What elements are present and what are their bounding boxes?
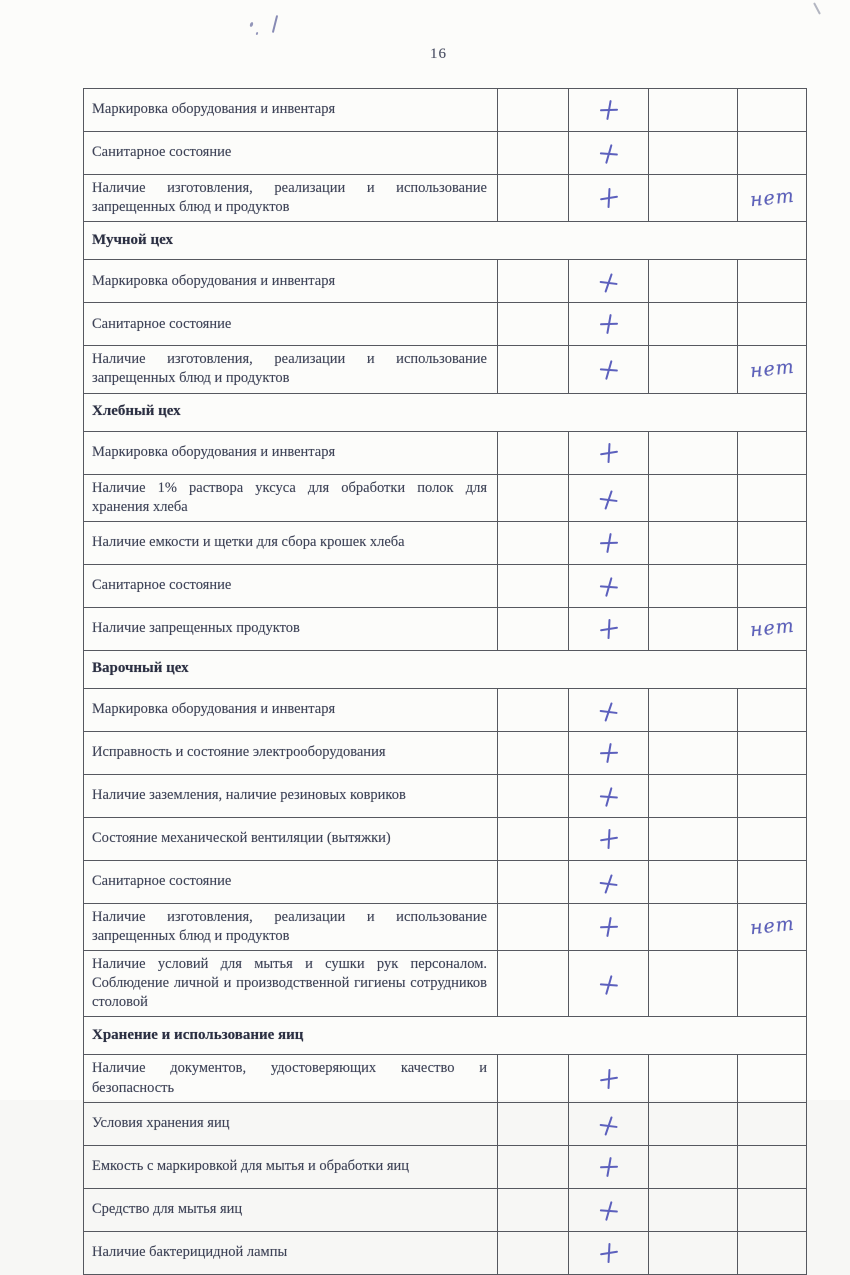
note-cell — [738, 346, 807, 393]
check-cell — [569, 521, 649, 564]
handwritten-plus-mark — [597, 972, 620, 997]
handwritten-plus-mark — [598, 741, 619, 764]
table-row — [84, 951, 807, 1017]
empty-cell — [498, 774, 569, 817]
handwritten-plus-mark — [598, 441, 619, 464]
note-cell — [738, 89, 807, 132]
handwritten-plus-mark — [598, 915, 619, 938]
section-title: Хранение и использование яиц — [84, 1017, 807, 1055]
empty-cell — [649, 860, 738, 903]
empty-cell — [498, 951, 569, 1017]
table-row — [84, 260, 807, 303]
criterion-cell: Наличие изготовления, реализации и использование запрещенных блюд и продуктов — [84, 903, 498, 950]
table-row — [84, 1231, 807, 1274]
check-cell — [569, 175, 649, 222]
empty-cell — [649, 903, 738, 950]
handwritten-plus-mark — [598, 617, 619, 640]
handwritten-plus-mark — [597, 358, 620, 383]
table-row — [84, 89, 807, 132]
check-cell — [569, 260, 649, 303]
handwritten-plus-mark — [596, 699, 620, 725]
note-cell — [738, 474, 807, 521]
empty-cell — [649, 1055, 738, 1102]
empty-cell — [649, 817, 738, 860]
note-cell — [738, 260, 807, 303]
criterion-cell: Маркировка оборудования и инвентаря — [84, 89, 498, 132]
handwritten-plus-mark — [597, 574, 620, 599]
table-row — [84, 1188, 807, 1231]
empty-cell — [649, 564, 738, 607]
check-cell — [569, 474, 649, 521]
empty-cell — [498, 817, 569, 860]
check-cell — [569, 951, 649, 1017]
criterion-cell: Наличие бактерицидной лампы — [84, 1231, 498, 1274]
empty-cell — [498, 474, 569, 521]
criterion-cell: Наличие изготовления, реализации и использование запрещенных блюд и продуктов — [84, 346, 498, 393]
section-header-row — [84, 650, 807, 688]
empty-cell — [649, 1102, 738, 1145]
table-row — [84, 521, 807, 564]
handwritten-plus-mark — [598, 1241, 619, 1264]
note-cell — [738, 1145, 807, 1188]
handwritten-plus-mark — [596, 1113, 620, 1139]
empty-cell — [649, 132, 738, 175]
note-cell — [738, 521, 807, 564]
empty-cell — [649, 260, 738, 303]
note-cell — [738, 175, 807, 222]
table-row — [84, 607, 807, 650]
check-cell — [569, 1102, 649, 1145]
note-cell — [738, 1055, 807, 1102]
note-cell — [738, 607, 807, 650]
table-row — [84, 1145, 807, 1188]
check-cell — [569, 303, 649, 346]
check-cell — [569, 1231, 649, 1274]
empty-cell — [498, 89, 569, 132]
handwritten-plus-mark — [596, 487, 620, 513]
inspection-table-body — [84, 89, 807, 1275]
handwritten-note: нет — [748, 913, 796, 940]
empty-cell — [498, 132, 569, 175]
empty-cell — [498, 346, 569, 393]
handwritten-plus-mark — [597, 142, 620, 167]
check-cell — [569, 860, 649, 903]
empty-cell — [498, 860, 569, 903]
handwritten-plus-mark — [598, 98, 619, 121]
empty-cell — [498, 564, 569, 607]
pen-mark — [813, 2, 821, 14]
criterion-cell: Наличие условий для мытья и сушки рук персоналом. Соблюдение личной и производственной гигиены сотрудников столовой — [84, 951, 498, 1017]
handwritten-plus-mark — [597, 784, 620, 809]
empty-cell — [498, 521, 569, 564]
note-cell — [738, 564, 807, 607]
ink-dot — [256, 32, 259, 36]
criterion-cell: Маркировка оборудования и инвентаря — [84, 688, 498, 731]
criterion-cell: Средство для мытья яиц — [84, 1188, 498, 1231]
table-row — [84, 175, 807, 222]
empty-cell — [649, 474, 738, 521]
empty-cell — [649, 1145, 738, 1188]
section-header-row — [84, 1017, 807, 1055]
criterion-cell: Наличие изготовления, реализации и использование запрещенных блюд и продуктов — [84, 175, 498, 222]
table-row — [84, 132, 807, 175]
handwritten-note: нет — [748, 614, 796, 642]
ink-dot — [249, 22, 254, 28]
empty-cell — [498, 1145, 569, 1188]
criterion-cell: Условия хранения яиц — [84, 1102, 498, 1145]
criterion-cell: Маркировка оборудования и инвентаря — [84, 431, 498, 474]
empty-cell — [498, 1188, 569, 1231]
empty-cell — [498, 260, 569, 303]
criterion-cell: Наличие 1% раствора уксуса для обработки полок для хранения хлеба — [84, 474, 498, 521]
check-cell — [569, 817, 649, 860]
note-cell — [738, 860, 807, 903]
empty-cell — [649, 431, 738, 474]
note-cell — [738, 688, 807, 731]
check-cell — [569, 564, 649, 607]
check-cell — [569, 346, 649, 393]
check-cell — [569, 903, 649, 950]
handwritten-plus-mark — [598, 827, 619, 850]
handwritten-plus-mark — [598, 1155, 619, 1178]
page-number: 16 — [430, 46, 447, 62]
handwritten-plus-mark — [596, 270, 620, 296]
empty-cell — [498, 431, 569, 474]
empty-cell — [498, 1055, 569, 1102]
section-title: Мучной цех — [84, 222, 807, 260]
table-row — [84, 860, 807, 903]
handwritten-plus-mark — [596, 871, 620, 897]
empty-cell — [498, 303, 569, 346]
table-row — [84, 474, 807, 521]
criterion-cell: Санитарное состояние — [84, 564, 498, 607]
note-cell — [738, 431, 807, 474]
handwritten-plus-mark — [598, 531, 619, 554]
table-row — [84, 1055, 807, 1102]
section-header-row — [84, 393, 807, 431]
criterion-cell: Наличие заземления, наличие резиновых ковриков — [84, 774, 498, 817]
criterion-cell: Наличие емкости и щетки для сбора крошек хлеба — [84, 521, 498, 564]
criterion-cell: Наличие документов, удостоверяющих качество и безопасность — [84, 1055, 498, 1102]
empty-cell — [498, 1102, 569, 1145]
pen-mark — [246, 12, 291, 42]
empty-cell — [649, 1231, 738, 1274]
table-row — [84, 731, 807, 774]
empty-cell — [649, 607, 738, 650]
table-row — [84, 903, 807, 950]
empty-cell — [498, 175, 569, 222]
table-row — [84, 346, 807, 393]
check-cell — [569, 89, 649, 132]
empty-cell — [649, 521, 738, 564]
note-cell — [738, 132, 807, 175]
check-cell — [569, 607, 649, 650]
handwritten-plus-mark — [598, 313, 619, 336]
table-row — [84, 303, 807, 346]
note-cell — [738, 731, 807, 774]
check-cell — [569, 431, 649, 474]
ink-stroke — [272, 15, 278, 33]
criterion-cell: Санитарное состояние — [84, 303, 498, 346]
empty-cell — [649, 688, 738, 731]
empty-cell — [498, 688, 569, 731]
criterion-cell: Состояние механической вентиляции (вытяжки) — [84, 817, 498, 860]
handwritten-plus-mark — [598, 186, 619, 209]
handwritten-note: нет — [748, 184, 796, 211]
check-cell — [569, 731, 649, 774]
empty-cell — [498, 731, 569, 774]
note-cell — [738, 303, 807, 346]
empty-cell — [649, 346, 738, 393]
handwritten-note: нет — [748, 355, 796, 383]
check-cell — [569, 688, 649, 731]
check-cell — [569, 774, 649, 817]
empty-cell — [649, 1188, 738, 1231]
note-cell — [738, 817, 807, 860]
note-cell — [738, 951, 807, 1017]
criterion-cell: Емкость с маркировкой для мытья и обработки яиц — [84, 1145, 498, 1188]
check-cell — [569, 132, 649, 175]
check-cell — [569, 1188, 649, 1231]
table-row — [84, 431, 807, 474]
section-title: Хлебный цех — [84, 393, 807, 431]
empty-cell — [649, 774, 738, 817]
empty-cell — [498, 903, 569, 950]
handwritten-plus-mark — [597, 1198, 620, 1223]
empty-cell — [498, 607, 569, 650]
note-cell — [738, 903, 807, 950]
empty-cell — [498, 1231, 569, 1274]
inspection-table — [83, 88, 807, 1275]
check-cell — [569, 1145, 649, 1188]
criterion-cell: Санитарное состояние — [84, 860, 498, 903]
table-row — [84, 817, 807, 860]
empty-cell — [649, 303, 738, 346]
empty-cell — [649, 731, 738, 774]
note-cell — [738, 1231, 807, 1274]
section-title: Варочный цех — [84, 650, 807, 688]
note-cell — [738, 774, 807, 817]
empty-cell — [649, 175, 738, 222]
check-cell — [569, 1055, 649, 1102]
handwritten-plus-mark — [598, 1067, 619, 1090]
criterion-cell: Санитарное состояние — [84, 132, 498, 175]
criterion-cell: Маркировка оборудования и инвентаря — [84, 260, 498, 303]
table-row — [84, 1102, 807, 1145]
note-cell — [738, 1188, 807, 1231]
table-row — [84, 564, 807, 607]
empty-cell — [649, 951, 738, 1017]
note-cell — [738, 1102, 807, 1145]
empty-cell — [649, 89, 738, 132]
section-header-row — [84, 222, 807, 260]
criterion-cell: Исправность и состояние электрооборудования — [84, 731, 498, 774]
criterion-cell: Наличие запрещенных продуктов — [84, 607, 498, 650]
table-row — [84, 688, 807, 731]
table-row — [84, 774, 807, 817]
